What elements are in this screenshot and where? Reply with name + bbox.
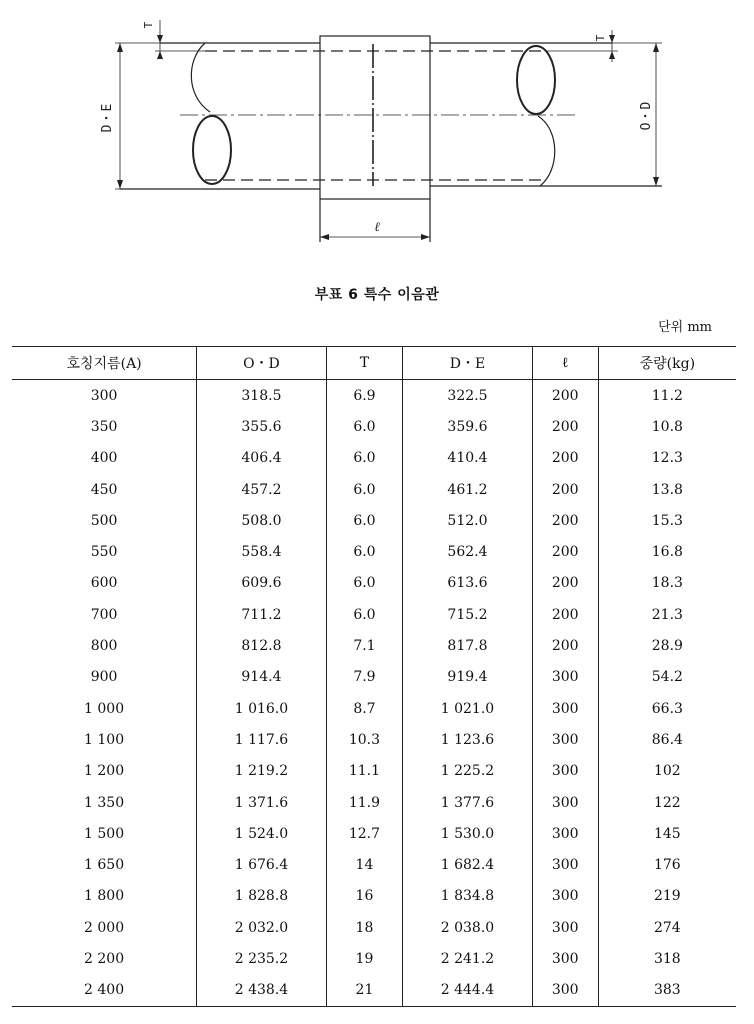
- cell-od: 609.6: [197, 568, 327, 599]
- cell-t: 7.9: [326, 662, 403, 693]
- cell-nominal-diameter: 350: [90, 418, 118, 435]
- cell-nominal-diameter: 900: [90, 669, 118, 686]
- cell-t: 6.0: [326, 443, 403, 474]
- cell-weight: 66.3: [598, 693, 736, 724]
- cell-de: 2 444.4: [403, 975, 533, 1007]
- header-nominal-diameter: 호칭지름(A): [12, 347, 197, 380]
- cell-nominal-diameter: 1 100: [84, 731, 125, 748]
- cell-od: 2 438.4: [197, 975, 327, 1007]
- cell-t: 10.3: [326, 724, 403, 755]
- cell-weight: 21.3: [598, 599, 736, 630]
- table-row: [12, 787, 736, 818]
- table-row: [12, 693, 736, 724]
- left-break-upper: [191, 43, 210, 112]
- cell-weight: 318: [598, 943, 736, 974]
- cell-weight: 383: [598, 975, 736, 1007]
- cell-weight: 219: [598, 881, 736, 912]
- cell-weight: 13.8: [598, 474, 736, 505]
- cell-de: 359.6: [403, 411, 533, 442]
- cell-nominal-diameter: 2 400: [12, 975, 197, 1007]
- label-l: ℓ: [374, 220, 380, 235]
- cell-nominal-diameter: 450: [90, 481, 118, 498]
- label-od: O・D: [639, 101, 654, 131]
- l-arrow-right: [421, 234, 430, 240]
- table-row: [12, 411, 736, 442]
- cell-od: 1 016.0: [197, 693, 327, 724]
- cell-l: 200: [532, 599, 598, 630]
- cell-t: 6.0: [326, 474, 403, 505]
- cell-l: 300: [532, 849, 598, 880]
- cell-nominal-diameter: 600: [90, 575, 118, 592]
- cell-l: 200: [532, 474, 598, 505]
- cell-t: 8.7: [326, 693, 403, 724]
- cell-de: 1 123.6: [403, 724, 533, 755]
- cell-nominal-diameter: 1 800: [84, 888, 125, 905]
- cell-de: 461.2: [403, 474, 533, 505]
- cell-weight: 12.3: [598, 443, 736, 474]
- cell-de: 2 241.2: [403, 943, 533, 974]
- cell-od: 1 524.0: [197, 818, 327, 849]
- cell-l: 300: [532, 693, 598, 724]
- cell-weight: 28.9: [598, 630, 736, 661]
- cell-od: 812.8: [197, 630, 327, 661]
- cell-weight: 122: [598, 787, 736, 818]
- cell-nominal-diameter: 2 200: [84, 950, 125, 967]
- cell-l: 300: [532, 662, 598, 693]
- t-right-arrow-top: [609, 35, 615, 43]
- cell-weight: 86.4: [598, 724, 736, 755]
- cell-od: 2 235.2: [197, 943, 327, 974]
- table-row: [12, 881, 736, 912]
- cell-t: 7.1: [326, 630, 403, 661]
- cell-od: 558.4: [197, 536, 327, 567]
- table-row: [12, 630, 736, 661]
- cell-od: 1 676.4: [197, 849, 327, 880]
- cell-nominal-diameter: 1 650: [84, 857, 125, 874]
- cell-de: 562.4: [403, 536, 533, 567]
- table-row: [12, 975, 736, 1007]
- cell-od: 1 117.6: [197, 724, 327, 755]
- cell-l: 300: [532, 881, 598, 912]
- cell-nominal-diameter: 400: [90, 450, 118, 467]
- cell-t: 11.9: [326, 787, 403, 818]
- cell-de: 1 021.0: [403, 693, 533, 724]
- cell-od: 508.0: [197, 505, 327, 536]
- cell-l: 300: [532, 975, 598, 1007]
- right-pipe-section: [517, 46, 555, 114]
- cell-l: 300: [532, 756, 598, 787]
- cell-l: 300: [532, 818, 598, 849]
- table-row: [12, 912, 736, 943]
- cell-od: 1 219.2: [197, 756, 327, 787]
- table-row: [12, 724, 736, 755]
- cell-t: 6.9: [326, 380, 403, 412]
- cell-nominal-diameter: 1 500: [84, 825, 125, 842]
- cell-od: 1 828.8: [197, 881, 327, 912]
- t-left-arrow-top: [157, 35, 163, 43]
- cell-nominal-diameter: 300: [90, 387, 118, 404]
- t-left-arrow-bottom: [157, 51, 163, 59]
- cell-nominal-diameter: 700: [90, 606, 118, 623]
- cell-od: 406.4: [197, 443, 327, 474]
- cell-l: 200: [532, 411, 598, 442]
- cell-weight: 274: [598, 912, 736, 943]
- cell-t: 6.0: [326, 411, 403, 442]
- cell-weight: 176: [598, 849, 736, 880]
- cell-t: 14: [326, 849, 403, 880]
- table-row: [12, 380, 736, 412]
- cell-l: 200: [532, 380, 598, 412]
- cell-weight: 10.8: [598, 411, 736, 442]
- de-arrow-bottom: [117, 180, 123, 189]
- right-break-lower: [538, 116, 555, 186]
- cell-nominal-diameter: 2 000: [84, 919, 125, 936]
- label-t-left: T: [142, 21, 155, 29]
- cell-de: 1 530.0: [403, 818, 533, 849]
- cell-nominal-diameter: 1 350: [84, 794, 125, 811]
- header-weight: 중량(kg): [598, 347, 736, 380]
- cell-l: 200: [532, 568, 598, 599]
- cell-od: 457.2: [197, 474, 327, 505]
- od-arrow-bottom: [653, 177, 659, 186]
- cell-od: 711.2: [197, 599, 327, 630]
- cell-t: 16: [326, 881, 403, 912]
- table-row: [12, 505, 736, 536]
- cell-de: 715.2: [403, 599, 533, 630]
- cell-l: 300: [532, 724, 598, 755]
- cell-de: 512.0: [403, 505, 533, 536]
- table-row: [12, 662, 736, 693]
- table-row: [12, 818, 736, 849]
- header-od: O・D: [197, 347, 327, 380]
- cell-l: 300: [532, 943, 598, 974]
- cell-de: 1 834.8: [403, 881, 533, 912]
- cell-t: 6.0: [326, 568, 403, 599]
- cell-od: 355.6: [197, 411, 327, 442]
- cell-de: 817.8: [403, 630, 533, 661]
- table-row: [12, 849, 736, 880]
- table-row: [12, 474, 736, 505]
- cell-t: 11.1: [326, 756, 403, 787]
- t-right-arrow-bottom: [609, 51, 615, 59]
- cell-l: 200: [532, 443, 598, 474]
- label-t-right: T: [594, 34, 607, 42]
- cell-nominal-diameter: 550: [90, 544, 118, 561]
- cell-od: 1 371.6: [197, 787, 327, 818]
- cell-l: 300: [532, 912, 598, 943]
- table-row: [12, 756, 736, 787]
- unit-label: 단위 mm: [658, 320, 712, 335]
- l-arrow-left: [320, 234, 329, 240]
- cell-de: 1 682.4: [403, 849, 533, 880]
- cell-de: 1 225.2: [403, 756, 533, 787]
- cell-de: 1 377.6: [403, 787, 533, 818]
- cell-weight: 54.2: [598, 662, 736, 693]
- left-pipe-section: [193, 116, 231, 184]
- table-body: [12, 380, 736, 1007]
- de-arrow-top: [117, 43, 123, 52]
- header-l: ℓ: [532, 347, 598, 380]
- cell-weight: 102: [598, 756, 736, 787]
- header-de: D・E: [403, 347, 533, 380]
- cell-t: 18: [326, 912, 403, 943]
- table-row: [12, 568, 736, 599]
- cell-de: 322.5: [403, 380, 533, 412]
- cell-od: 914.4: [197, 662, 327, 693]
- cell-t: 19: [326, 943, 403, 974]
- cell-de: 410.4: [403, 443, 533, 474]
- cell-t: 6.0: [326, 599, 403, 630]
- table-row: [12, 443, 736, 474]
- spec-table: [12, 346, 736, 1007]
- cell-weight: 18.3: [598, 568, 736, 599]
- coupling-diagram: [0, 0, 754, 260]
- cell-od: 2 032.0: [197, 912, 327, 943]
- cell-de: 919.4: [403, 662, 533, 693]
- cell-weight: 16.8: [598, 536, 736, 567]
- cell-de: 2 038.0: [403, 912, 533, 943]
- table-row: [12, 943, 736, 974]
- cell-de: 613.6: [403, 568, 533, 599]
- cell-nominal-diameter: 1 200: [84, 763, 125, 780]
- cell-t: 6.0: [326, 505, 403, 536]
- cell-nominal-diameter: 1 000: [84, 700, 125, 717]
- cell-weight: 145: [598, 818, 736, 849]
- cell-l: 300: [532, 787, 598, 818]
- table-row: [12, 599, 736, 630]
- cell-t: 12.7: [326, 818, 403, 849]
- cell-weight: 11.2: [598, 380, 736, 412]
- cell-l: 200: [532, 630, 598, 661]
- sleeve-body: [320, 36, 430, 199]
- cell-nominal-diameter: 800: [90, 638, 118, 655]
- od-arrow-top: [653, 43, 659, 52]
- cell-l: 200: [532, 536, 598, 567]
- cell-weight: 15.3: [598, 505, 736, 536]
- table-title: 부표 6 특수 이음관: [314, 287, 440, 303]
- cell-od: 318.5: [197, 380, 327, 412]
- cell-l: 200: [532, 505, 598, 536]
- cell-t: 21: [326, 975, 403, 1007]
- cell-nominal-diameter: 500: [90, 512, 118, 529]
- header-row: [12, 347, 736, 380]
- label-de: D・E: [100, 103, 115, 133]
- cell-t: 6.0: [326, 536, 403, 567]
- table-row: [12, 536, 736, 567]
- header-t: T: [326, 347, 403, 380]
